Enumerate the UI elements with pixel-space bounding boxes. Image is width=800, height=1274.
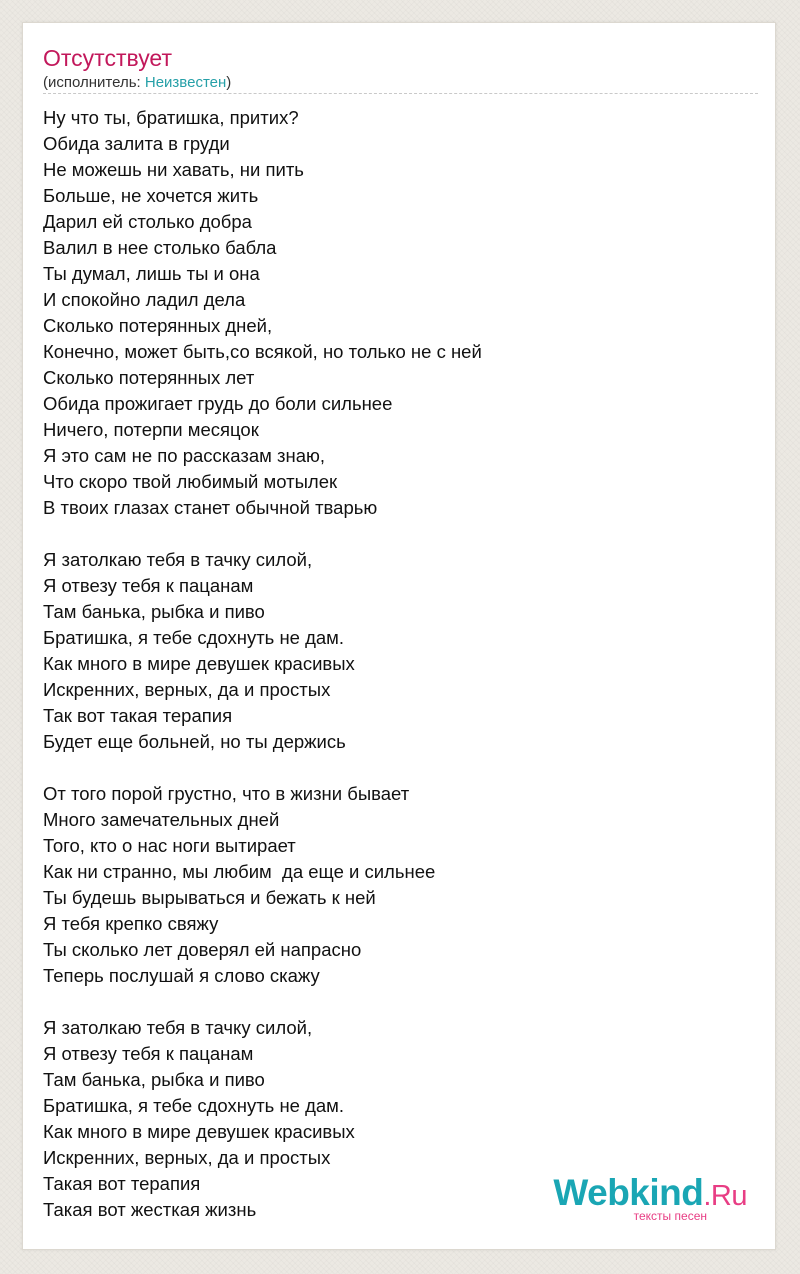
lyric-line: Братишка, я тебе сдохнуть не дам. [43,1095,345,1116]
lyric-line: Как много в мире девушек красивых [43,1121,355,1142]
lyric-line: Ты сколько лет доверял ей напрасно [43,939,362,960]
lyric-line: Ничего, потерпи месяцок [43,419,259,440]
lyric-line: Ну что ты, братишка, притих? [43,107,299,128]
lyric-line: Там банька, рыбка и пиво [43,601,265,622]
lyric-line: Валил в нее столько бабла [43,237,277,258]
lyric-line: Сколько потерянных дней, [43,315,273,336]
lyric-line: Сколько потерянных лет [43,367,255,388]
lyric-line: Много замечательных дней [43,809,280,830]
lyric-line: Того, кто о нас ноги вытирает [43,835,296,856]
lyric-line: Дарил ей столько добра [43,211,252,232]
lyric-line: Я затолкаю тебя в тачку силой, [43,1017,313,1038]
lyric-line: Братишка, я тебе сдохнуть не дам. [43,627,345,648]
song-title: Отсутствует [43,45,172,71]
lyric-line: Я отвезу тебя к пацанам [43,575,254,596]
lyrics-card [22,22,776,1250]
stanza-break [43,755,758,781]
site-logo[interactable] [553,1172,747,1223]
lyric-line: Я затолкаю тебя в тачку силой, [43,549,313,570]
lyric-line: Я это сам не по рассказам знаю, [43,445,326,466]
logo-main-text: Webkind [553,1172,704,1213]
lyrics-text [43,105,758,1223]
lyric-line: В твоих глазах станет обычной тварью [43,497,378,518]
title-divider [43,93,758,94]
lyric-line: Ты будешь вырываться и бежать к ней [43,887,376,908]
lyric-line: Обида прожигает грудь до боли сильнее [43,393,393,414]
artist-suffix: ) [226,74,232,91]
lyric-line: Теперь послушай я слово скажу [43,965,320,986]
lyric-line: Как ни странно, мы любим да еще и сильнее [43,861,436,882]
lyric-line: И спокойно ладил дела [43,289,246,310]
lyric-line: Я отвезу тебя к пацанам [43,1043,254,1064]
lyric-line: Я тебя крепко свяжу [43,913,219,934]
lyric-line: От того порой грустно, что в жизни бывает [43,783,410,804]
artist-link[interactable]: Неизвестен [144,74,227,91]
lyric-line: Искренних, верных, да и простых [43,1147,331,1168]
lyric-line: Обида залита в груди [43,133,230,154]
artist-line [43,73,231,93]
stanza-break [43,989,758,1015]
lyric-line: Как много в мире девушек красивых [43,653,355,674]
lyric-line: Не можешь ни хавать, ни пить [43,159,304,180]
lyric-line: Такая вот терапия [43,1173,201,1194]
logo-tagline: тексты песен [633,1209,707,1223]
lyric-line: Там банька, рыбка и пиво [43,1069,265,1090]
lyric-line: Будет еще больней, но ты держись [43,731,346,752]
logo-domain-text: .Ru [703,1180,747,1212]
artist-prefix: (исполнитель: [43,74,145,91]
lyric-line: Искренних, верных, да и простых [43,679,331,700]
lyric-line: Конечно, может быть,со всякой, но только не с ней [43,341,482,362]
lyric-line: Ты думал, лишь ты и она [43,263,260,284]
lyric-line: Так вот такая терапия [43,705,233,726]
lyric-line: Такая вот жесткая жизнь [43,1199,257,1220]
lyric-line: Что скоро твой любимый мотылек [43,471,338,492]
stanza-break [43,521,758,547]
lyric-line: Больше, не хочется жить [43,185,259,206]
